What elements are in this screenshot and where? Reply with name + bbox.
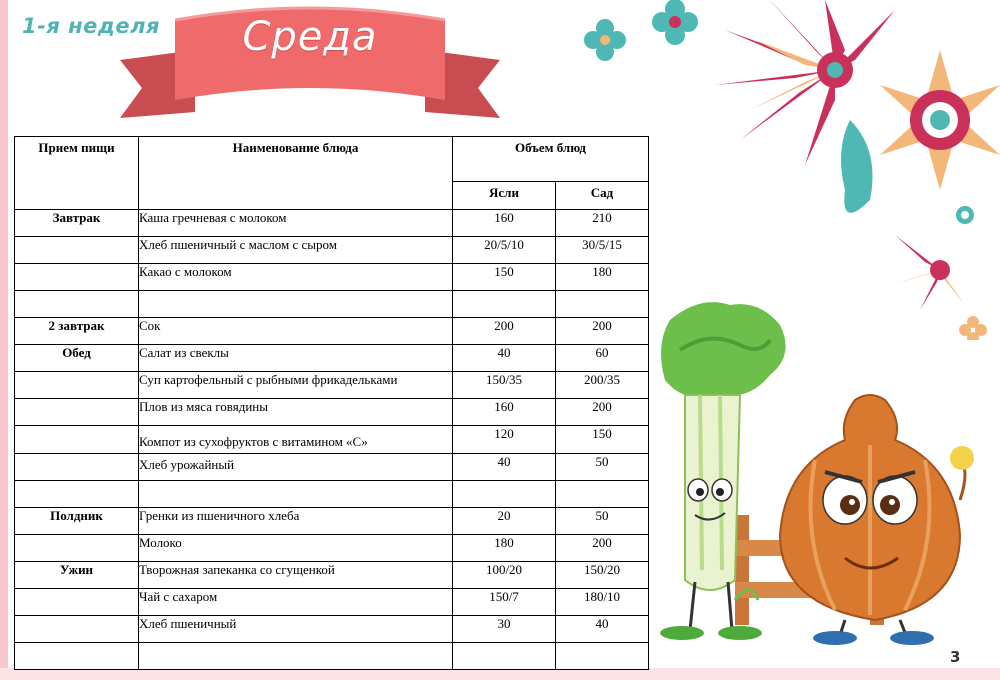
header-kindergarten: Сад	[556, 182, 649, 210]
dish-cell: Хлеб пшеничный	[139, 616, 453, 643]
table-row	[15, 426, 649, 454]
nursery-cell: 160	[453, 399, 556, 426]
dish-cell: Гренки из пшеничного хлеба	[139, 508, 453, 535]
kindergarten-cell: 180/10	[556, 589, 649, 616]
meal-cell	[15, 426, 139, 454]
dish-text: Компот из сухофруктов с витамином «С»	[139, 434, 368, 449]
meal-cell	[15, 291, 139, 318]
nursery-cell	[453, 481, 556, 508]
dish-cell: Каша гречневая с молоком	[139, 210, 453, 237]
table-row	[15, 237, 649, 264]
meal-cell	[15, 454, 139, 481]
dish-cell	[139, 481, 453, 508]
nursery-cell: 20	[453, 508, 556, 535]
kindergarten-cell: 50	[556, 454, 649, 481]
kindergarten-cell	[556, 643, 649, 670]
kindergarten-cell: 40	[556, 616, 649, 643]
meal-cell	[15, 535, 139, 562]
nursery-cell: 180	[453, 535, 556, 562]
meal-cell: 2 завтрак	[15, 318, 139, 345]
dish-cell: Суп картофельный с рыбными фрикадельками	[139, 372, 453, 399]
dish-cell: Хлеб пшеничный с маслом с сыром	[139, 237, 453, 264]
kindergarten-cell: 180	[556, 264, 649, 291]
header-nursery: Ясли	[453, 182, 556, 210]
dish-cell: Творожная запеканка со сгущенкой	[139, 562, 453, 589]
nursery-cell: 40	[453, 454, 556, 481]
week-label: 1-я неделя	[22, 14, 160, 38]
kindergarten-cell: 210	[556, 210, 649, 237]
kindergarten-cell: 150	[556, 426, 649, 454]
meal-cell	[15, 372, 139, 399]
menu-table	[14, 136, 649, 670]
dish-cell	[139, 643, 453, 670]
page-edge-left	[0, 0, 8, 680]
table-row	[15, 345, 649, 372]
table-row	[15, 562, 649, 589]
table-row	[15, 372, 649, 399]
kindergarten-cell: 200	[556, 318, 649, 345]
table-row	[15, 291, 649, 318]
table-row	[15, 508, 649, 535]
nursery-cell: 200	[453, 318, 556, 345]
table-row	[15, 616, 649, 643]
nursery-cell	[453, 643, 556, 670]
dish-cell: Сок	[139, 318, 453, 345]
nursery-cell: 120	[453, 426, 556, 454]
meal-cell	[15, 264, 139, 291]
nursery-cell: 100/20	[453, 562, 556, 589]
page-number: 3	[950, 648, 961, 666]
dish-cell: Молоко	[139, 535, 453, 562]
meal-cell	[15, 589, 139, 616]
table-row	[15, 264, 649, 291]
nursery-cell: 40	[453, 345, 556, 372]
meal-cell	[15, 616, 139, 643]
day-title: Среда	[242, 14, 378, 60]
header-volume: Объем блюд	[453, 137, 649, 182]
kindergarten-cell	[556, 291, 649, 318]
meal-cell: Полдник	[15, 508, 139, 535]
nursery-cell: 20/5/10	[453, 237, 556, 264]
dish-cell: Какао с молоком	[139, 264, 453, 291]
table-row	[15, 589, 649, 616]
table-row	[15, 481, 649, 508]
meal-cell	[15, 237, 139, 264]
dish-cell: Плов из мяса говядины	[139, 399, 453, 426]
table-row	[15, 535, 649, 562]
header-meal: Прием пищи	[15, 137, 139, 210]
table-row	[15, 643, 649, 670]
meal-cell	[15, 643, 139, 670]
kindergarten-cell: 50	[556, 508, 649, 535]
dish-cell	[139, 454, 453, 481]
dish-cell	[139, 291, 453, 318]
dish-cell	[139, 426, 453, 454]
nursery-cell: 150/7	[453, 589, 556, 616]
nursery-cell: 160	[453, 210, 556, 237]
nursery-cell	[453, 291, 556, 318]
vegetable-characters	[640, 300, 1000, 680]
dish-text: Хлеб урожайный	[139, 457, 235, 472]
table-row	[15, 210, 649, 237]
kindergarten-cell: 60	[556, 345, 649, 372]
kindergarten-cell: 30/5/15	[556, 237, 649, 264]
kindergarten-cell: 200/35	[556, 372, 649, 399]
table-row	[15, 318, 649, 345]
kindergarten-cell	[556, 481, 649, 508]
kindergarten-cell: 200	[556, 399, 649, 426]
meal-cell: Ужин	[15, 562, 139, 589]
meal-cell: Обед	[15, 345, 139, 372]
nursery-cell: 150/35	[453, 372, 556, 399]
kindergarten-cell: 200	[556, 535, 649, 562]
dish-cell: Салат из свеклы	[139, 345, 453, 372]
header-dish: Наименование блюда	[139, 137, 453, 210]
dish-cell: Чай с сахаром	[139, 589, 453, 616]
kindergarten-cell: 150/20	[556, 562, 649, 589]
table-row	[15, 454, 649, 481]
table-row	[15, 399, 649, 426]
meal-cell	[15, 481, 139, 508]
nursery-cell: 150	[453, 264, 556, 291]
meal-cell	[15, 399, 139, 426]
meal-cell: Завтрак	[15, 210, 139, 237]
nursery-cell: 30	[453, 616, 556, 643]
